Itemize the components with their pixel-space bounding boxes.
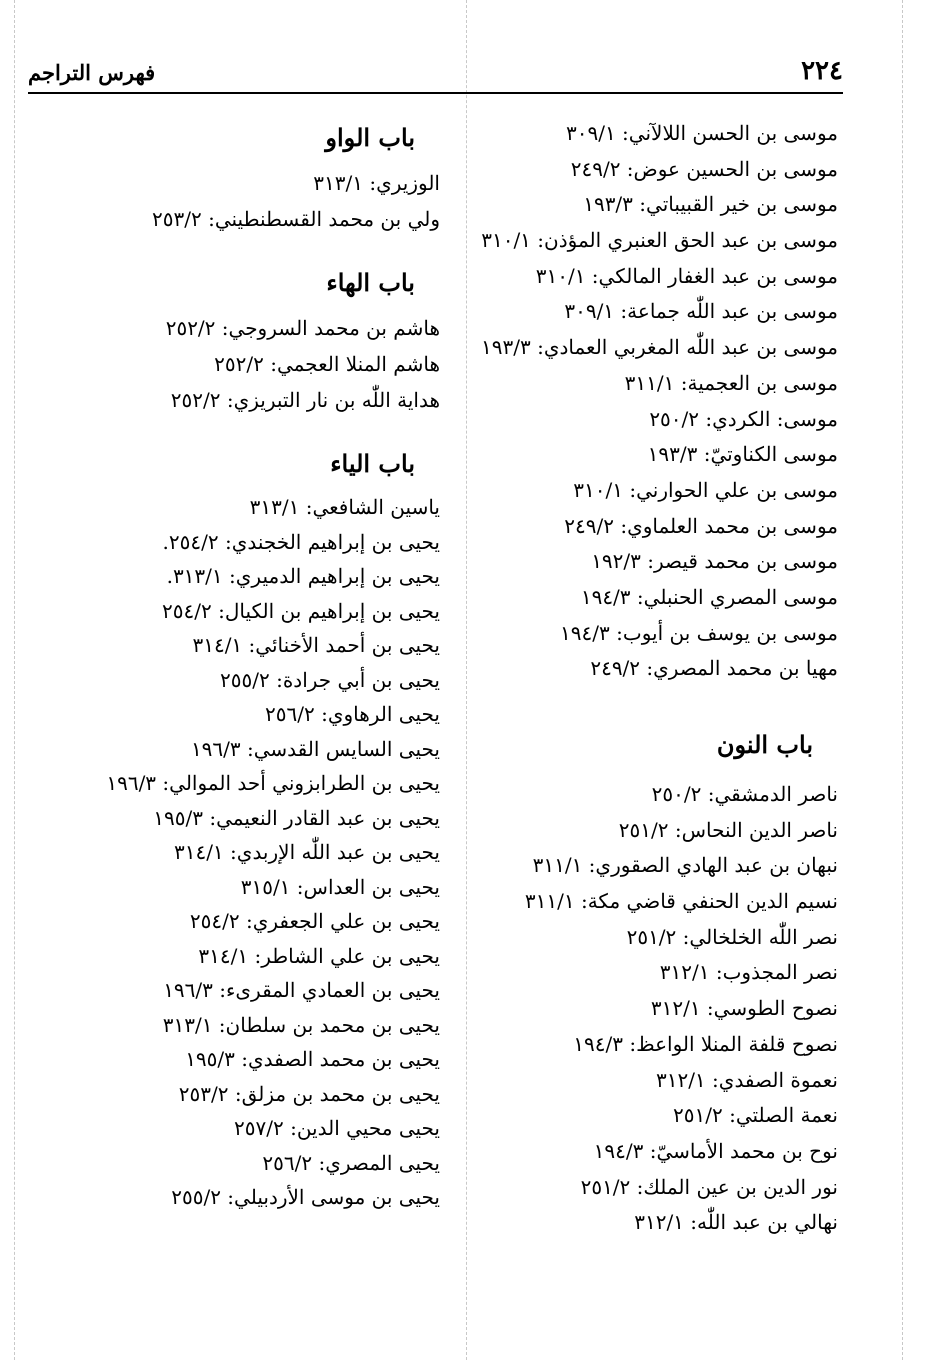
index-entry: يحيى بن إبراهيم بن الكيال: ٢٥٤/٢: [162, 598, 440, 623]
index-entry: موسى بن عبد اللّٰه المغربي العمادي: ١٩٣/٣: [481, 335, 838, 360]
index-entry: موسى بن خير القبيباتي: ١٩٣/٣: [583, 192, 838, 217]
section-spacer: [40, 418, 440, 442]
index-entry: نور الدين بن عين الملك: ٢٥١/٢: [580, 1174, 838, 1199]
index-entry: يحيى بن محمد الصفدي: ١٩٥/٣: [185, 1047, 440, 1072]
index-entry: موسى المصري الحنبلي: ١٩٤/٣: [580, 584, 838, 609]
index-entry: نهالي بن عبد اللّٰه: ٣١٢/١: [634, 1210, 838, 1235]
index-entry: الوزيري: ٣١٣/١: [313, 171, 440, 195]
index-entry: يحيى المصري: ٢٥٦/٢: [262, 1150, 440, 1175]
index-entry: هاشم بن محمد السروجي: ٢٥٢/٢: [165, 316, 440, 341]
index-entry: نصر اللّٰه الخلخالي: ٢٥١/٢: [626, 924, 838, 949]
section-heading-nun: باب النون: [716, 730, 813, 759]
index-entry: ياسين الشافعي: ٣١٣/١: [249, 495, 440, 520]
entry-list-waw: [40, 166, 440, 237]
index-entry: موسى: الكردي: ٢٥٠/٢: [649, 406, 838, 431]
index-entry: يحيى الرهاوي: ٢٥٦/٢: [265, 702, 440, 727]
index-entry: موسى بن علي الحوارني: ٣١٠/١: [573, 477, 838, 502]
index-entry: موسى بن محمد العلماوي: ٢٤٩/٢: [564, 513, 838, 538]
section-heading-waw: باب الواو: [325, 123, 415, 152]
index-entry: يحيى بن محمد بن سلطان: ٣١٣/١: [162, 1012, 440, 1037]
index-entry: نصوح قلفة المنلا الواعظ: ١٩٤/٣: [573, 1031, 838, 1056]
index-entry: نبهان بن عبد الهادي الصقوري: ٣١١/١: [532, 853, 838, 878]
index-entry: موسى الكناوتيّ: ١٩٣/٣: [647, 442, 838, 467]
index-entry: موسى بن يوسف بن أيوب: ١٩٤/٣: [560, 620, 838, 645]
entry-list-musa: [438, 116, 838, 687]
index-entry: نصوح الطوسي: ٣١٢/١: [650, 996, 838, 1021]
index-entry: نوح بن محمد الأماسيّ: ١٩٤/٣: [593, 1138, 838, 1163]
index-entry: يحيى بن موسى الأردبيلي: ٢٥٥/٢: [171, 1185, 440, 1210]
section-spacer: [438, 687, 838, 723]
index-entry: ناصر الدين النحاس: ٢٥١/٢: [618, 817, 838, 842]
index-entry: موسى بن عبد الحق العنبري المؤذن: ٣١٠/١: [481, 228, 838, 253]
index-entry: مهيا بن محمد المصري: ٢٤٩/٢: [590, 656, 838, 681]
index-entry: يحيى السايس القدسي: ١٩٦/٣: [190, 736, 440, 761]
index-entry: يحيى بن عبد القادر النعيمي: ١٩٥/٣: [153, 805, 440, 830]
index-entry: موسى بن العجمية: ٣١١/١: [624, 370, 838, 395]
index-entry: يحيى بن أحمد الأخنائي: ٣١٤/١: [192, 633, 440, 658]
index-entry: يحيى بن العمادي المقرىء: ١٩٦/٣: [163, 978, 440, 1003]
index-entry: موسى بن عبد اللّٰه جماعة: ٣٠٩/١: [564, 299, 838, 324]
section-heading-ha: باب الهاء: [326, 268, 415, 298]
right-column: [438, 116, 838, 1241]
left-column: [40, 116, 440, 1215]
index-entry: نعمة الصلتي: ٢٥١/٢: [673, 1103, 838, 1128]
index-entry: موسى بن محمد قيصر: ١٩٢/٣: [591, 549, 838, 574]
index-entry: يحيى محيي الدين: ٢٥٧/٢: [234, 1116, 440, 1141]
index-entry: يحيى بن العداس: ٣١٥/١: [240, 874, 440, 899]
index-entry: يحيى بن أبي جرادة: ٢٥٥/٢: [220, 667, 440, 692]
entry-list-ha: [40, 311, 440, 418]
index-entry: موسى بن عبد الغفار المالكي: ٣١٠/١: [535, 263, 838, 288]
index-entry: يحيى بن عبد اللّٰه الإربدي: ٣١٤/١: [173, 840, 440, 865]
column-guide-right: [902, 0, 903, 1360]
index-entry: يحيى بن إبراهيم الدميري: ٣١٣/١.: [166, 564, 440, 589]
index-entry: يحيى بن علي الشاطر: ٣١٤/١: [198, 943, 440, 968]
page-header: [28, 52, 843, 94]
column-guide-left: [14, 0, 15, 1360]
index-entry: نسيم الدين الحنفي قاضي مكة: ٣١١/١: [524, 889, 838, 914]
index-entry: ناصر الدمشقي: ٢٥٠/٢: [651, 782, 838, 806]
index-entry: يحيى بن محمد بن مزلق: ٢٥٣/٢: [178, 1081, 440, 1106]
index-entry: هاشم المنلا العجمي: ٢٥٢/٢: [214, 352, 440, 377]
index-entry: نعموة الصفدي: ٣١٢/١: [655, 1067, 838, 1092]
entry-list-ya: [40, 490, 440, 1215]
page-number: ٢٢٤: [801, 56, 843, 86]
index-entry: ولي بن محمد القسطنطيني: ٢٥٣/٢: [152, 206, 440, 231]
index-entry: يحيى بن علي الجعفري: ٢٥٤/٢: [189, 909, 440, 934]
index-entry: هداية اللّٰه بن نار التبريزي: ٢٥٢/٢: [170, 387, 440, 412]
section-heading-ya: باب الياء: [330, 449, 415, 479]
index-entry: موسى بن الحسين عوض: ٢٤٩/٢: [570, 156, 838, 181]
index-entry: موسى بن الحسن اللالآني: ٣٠٩/١: [565, 121, 838, 145]
index-entry: نصر المجذوب: ٣١٢/١: [659, 960, 838, 985]
entry-list-nun: [438, 777, 838, 1241]
section-spacer: [40, 237, 440, 261]
index-entry: يحيى بن إبراهيم الخجندي: ٢٥٤/٢.: [162, 529, 440, 554]
running-title: فهرس التراجم: [28, 60, 156, 85]
index-entry: يحيى بن الطرابزوني أحد الموالي: ١٩٦/٣: [106, 771, 440, 796]
